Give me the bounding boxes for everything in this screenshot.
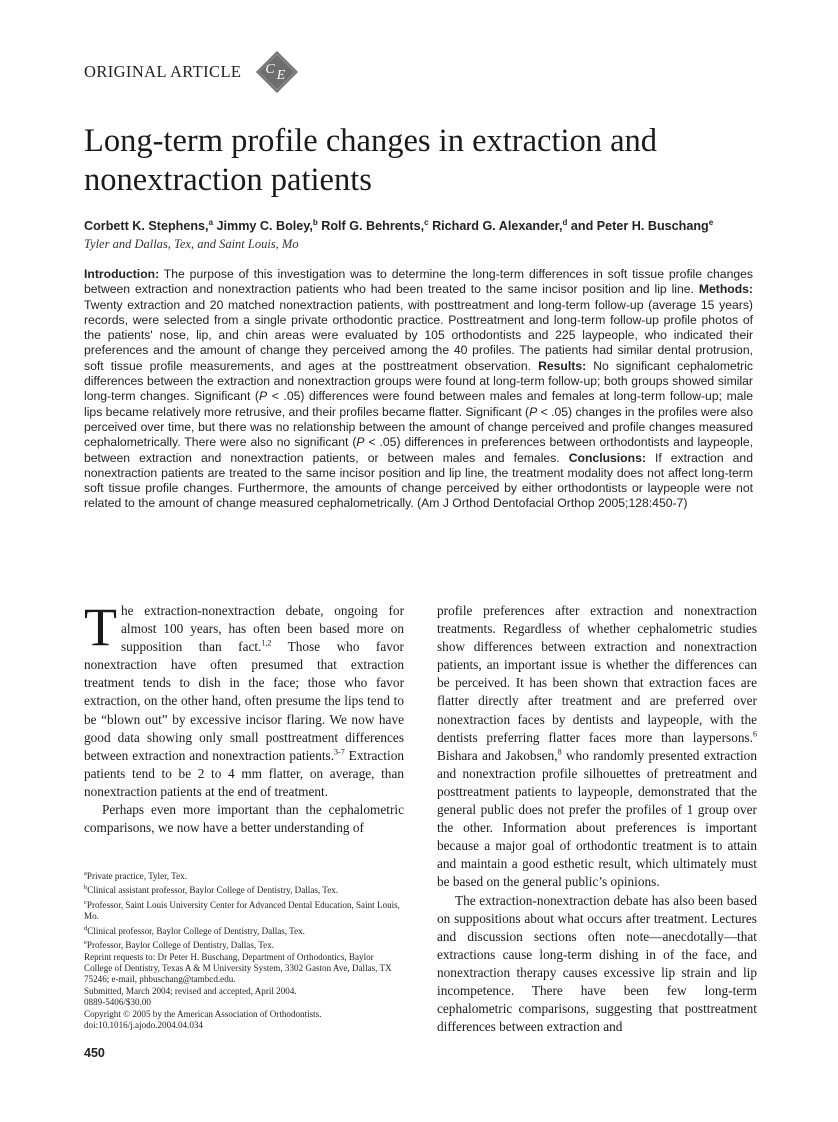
reference-mark: 1,2 <box>261 638 272 648</box>
footnote: $^e$Professor, Baylor College of Dentistry, Dallas, Tex. <box>84 939 275 951</box>
author-locations: Tyler and Dallas, Tex, and Saint Louis, Mo <box>84 237 299 251</box>
page-number: 450 <box>84 1046 105 1060</box>
drop-cap: T <box>84 597 117 657</box>
author-name: Corbett K. Stephens, <box>84 219 209 234</box>
submission-dates: Submitted, March 2004; revised and accepted, April 2004. <box>84 985 297 996</box>
footnote: $^b$Clinical assistant professor, Baylor College of Dentistry, Dallas, Tex. <box>84 884 339 896</box>
abstract-intro-label: Introduction: <box>84 267 160 281</box>
author-name: Richard G. Alexander, <box>432 219 563 234</box>
body-paragraph: The extraction-nonextraction debate, ongoing for almost 100 years, has often been based more on supposition than fact.$^{1,2}$ Those who favor nonextraction have often presumed that extraction treatment tends to dish in the face; those who favor extraction, on the other hand, often presume the lips tend to be “blown out” by excessive incisor flaring. We now have good data showing only small posttreatment differences between extraction and nonextraction patients.$^{3-7}$ Extraction patients tend to be 2 to 4 mm flatter, on average, than nonextraction patients at the end of treatment. <box>84 597 404 799</box>
abstract-results-label: Results: <box>538 358 587 373</box>
affiliation-mark: a <box>208 218 214 227</box>
abstract-methods-label: Methods: <box>698 282 753 297</box>
body-column-right <box>437 602 757 1036</box>
affiliation-mark: b <box>312 218 318 227</box>
abstract: Introduction: The purpose of this investigation was to determine the long-term differences in soft tissue profile changes between extraction and nonextraction patients who had been treated to the same incisor position and lip line. Methods: Twenty extraction and 20 matched nonextraction patients, with posttreatment and long-term follow-up (average 15 years) records, were selected from a single private orthodontic practice. Posttreatment and long-term follow-up profile photos of the patients' nose, lip, and chin areas were evaluated by 105 orthodontists and 225 laypeople, who indicated their preferences and the amount of change they perceived among the 40 profiles. The patients had similar dental protrusion, soft tissue profile measurements, and ages at the posttreatment observation. Results: No significant cephalometric differences between the extraction and nonextraction groups were found at long-term follow-up; both groups showed similar long-term changes. Significant (P < .05) differences were found between males and females at long-term follow-up; male lips became relatively more retrusive, and their profiles became flatter. Significant (P < .05) changes in the profiles were also perceived over time, but there was no relationship between the amount of change perceived and profile changes measured cephalometrically. There were also no significant (P < .05) differences in preferences between orthodontists and laypeople, between extraction and nonextraction patients, or between males and females. Conclusions: If extraction and nonextraction patients are treated to the same incisor position and lip line, the treatment modality does not affect long-term soft tissue profile changes. Furthermore, the amounts of change perceived by either orthodontists or laypeople were not related to the amount of change measured cephalometrically. (Am J Orthod Dentofacial Orthop 2005;128:450-7) <box>84 267 754 511</box>
body-paragraph: Perhaps even more important than the cephalometric comparisons, we now have a better understanding of <box>84 802 404 836</box>
affiliation-mark: d <box>562 218 568 227</box>
ce-badge-icon <box>255 50 299 94</box>
body-column-left <box>84 597 404 837</box>
footnote: $^c$Professor, Saint Louis University Center for Advanced Dental Education, Saint Louis, Mo. <box>84 898 400 922</box>
footnote: $^d$Clinical professor, Baylor College of Dentistry, Dallas, Tex. <box>84 924 305 936</box>
doi: doi:10.1016/j.ajodo.2004.04.034 <box>84 1020 203 1031</box>
section-label: ORIGINAL ARTICLE <box>84 62 242 81</box>
reprint-requests: Reprint requests to: Dr Peter H. Buschang, Department of Orthodontics, Baylor College of Dentistry, Texas A & M University System, 3302 Gaston Ave, Dallas, TX 75246; e-mail, phbuschang@tambcd.edu. <box>84 951 392 985</box>
footnote: $^a$Private practice, Tyler, Tex. <box>84 870 187 882</box>
author-name: Jimmy C. Boley, <box>216 219 313 234</box>
svg-text:C: C <box>265 62 275 77</box>
author-name: Rolf G. Behrents, <box>321 219 425 234</box>
copyright: Copyright © 2005 by the American Association of Orthodontists. <box>84 1008 322 1019</box>
author-list: Corbett K. Stephens,$^a$ Jimmy C. Boley,$^b$ Rolf G. Behrents,$^c$ Richard G. Alexander,$^d$ and Peter H. Buschang$^e$ <box>84 218 714 234</box>
author-name: Peter H. Buschang <box>596 219 709 234</box>
body-paragraph: The extraction-nonextraction debate has also been based on suppositions about what occurs after treatment. Lectures and discussion sections often note—anecdotally—that extractions cause long-term dishing in of the face, and nonextraction therapy causes excessive lip strain and lip incompetence. There have been few long-term cephalometric comparisons, suggesting that posttreatment differences between extraction and <box>437 892 757 1035</box>
svg-text:E: E <box>276 68 286 83</box>
reference-mark: 6 <box>753 729 757 739</box>
reference-mark: 3-7 <box>334 747 345 757</box>
article-title: Long-term profile changes in extraction and nonextraction patients <box>84 123 658 198</box>
footnotes <box>84 868 404 1031</box>
reference-mark: 8 <box>557 747 562 757</box>
affiliation-mark: c <box>424 218 429 227</box>
abstract-conclusions-label: Conclusions: <box>568 450 646 465</box>
body-paragraph: profile preferences after extraction and nonextraction treatments. Regardless of whether cephalometric studies show differences between extraction and nonextraction patients, an important issue is whether the differences can be perceived. It has been shown that extraction faces are flatter directly after treatment and are preferred over nonextraction faces by dentists and laypeople, with the dentists preferring flatter faces more than laypersons.$^6$ Bishara and Jakobsen,$^8$ who randomly presented extraction and nonextraction profile silhouettes of pretreatment and posttreatment patients to laypeople, demonstrated that the general public does not prefer the profiles of 1 group over the other. Information about preferences is important because a major goal of orthodontic treatment is to attain and maintain a good esthetic result, which ultimately must be based on the general public’s opinions. <box>437 603 757 890</box>
issn-price: 0889-5406/$30.00 <box>84 997 151 1008</box>
affiliation-mark: e <box>708 218 714 227</box>
